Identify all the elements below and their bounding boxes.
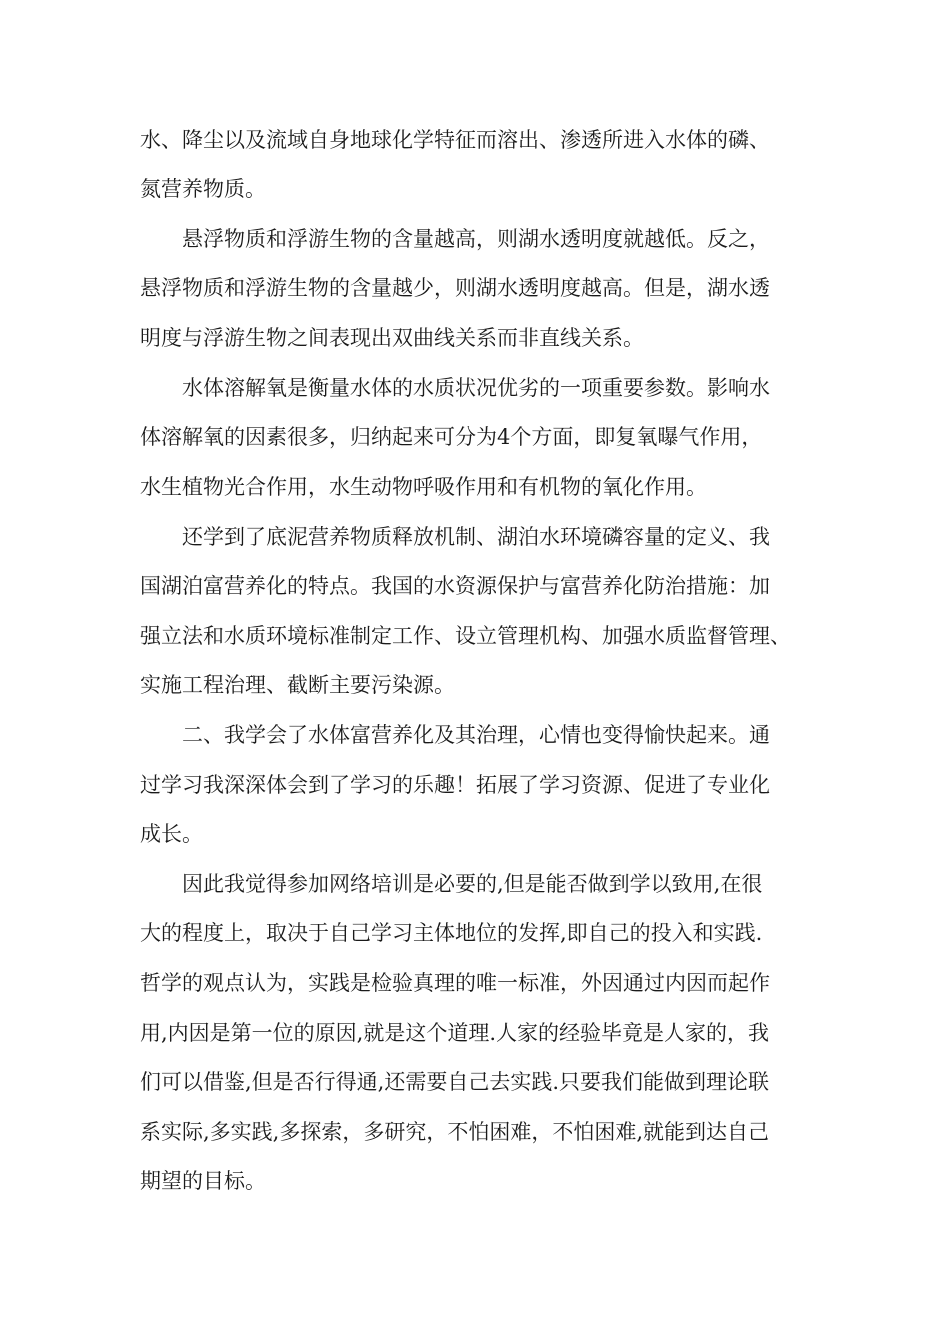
- paragraph-6-line-6: 系实际,多实践,多探索，多研究，不怕困难，不怕困难,就能到达自己: [140, 1120, 770, 1144]
- paragraph-5-line-2: 过学习我深深体会到了学习的乐趣！拓展了学习资源、促进了专业化: [140, 773, 770, 797]
- paragraph-1-line-2: 氮营养物质。: [140, 177, 266, 201]
- paragraph-1-line-1: 水、降尘以及流域自身地球化学特征而溶出、渗透所进入水体的磷、: [140, 128, 770, 152]
- paragraph-2-line-1: 悬浮物质和浮游生物的含量越高，则湖水透明度就越低。反之，: [182, 227, 770, 251]
- paragraph-6-line-1: 因此我觉得参加网络培训是必要的,但是能否做到学以致用,在很: [182, 872, 763, 896]
- paragraph-6-line-5: 们可以借鉴,但是否行得通,还需要自己去实践.只要我们能做到理论联: [140, 1070, 770, 1094]
- paragraph-6-line-7: 期望的目标。: [140, 1169, 266, 1193]
- paragraph-2-line-2: 悬浮物质和浮游生物的含量越少，则湖水透明度越高。但是，湖水透: [140, 276, 770, 300]
- paragraph-3-line-2: 体溶解氧的因素很多，归纳起来可分为4个方面，即复氧曝气作用，: [140, 425, 763, 449]
- paragraph-6-line-2: 大的程度上，取决于自己学习主体地位的发挥,即自己的投入和实践.: [140, 921, 763, 945]
- paragraph-4-line-2: 国湖泊富营养化的特点。我国的水资源保护与富营养化防治措施：加: [140, 574, 770, 598]
- paragraph-6-line-4: 用,内因是第一位的原因,就是这个道理.人家的经验毕竟是人家的，我: [140, 1021, 770, 1045]
- paragraph-4-line-4: 实施工程治理、截断主要污染源。: [140, 673, 455, 697]
- paragraph-4-line-1: 还学到了底泥营养物质释放机制、湖泊水环境磷容量的定义、我: [182, 525, 770, 549]
- paragraph-2-line-3: 明度与浮游生物之间表现出双曲线关系而非直线关系。: [140, 326, 644, 350]
- paragraph-4-line-3: 强立法和水质环境标准制定工作、设立管理机构、加强水质监督管理、: [140, 624, 791, 648]
- paragraph-5-line-1: 二、我学会了水体富营养化及其治理，心情也变得愉快起来。通: [182, 723, 770, 747]
- paragraph-3-line-1: 水体溶解氧是衡量水体的水质状况优劣的一项重要参数。影响水: [182, 376, 770, 400]
- paragraph-3-line-3: 水生植物光合作用，水生动物呼吸作用和有机物的氧化作用。: [140, 475, 707, 499]
- paragraph-5-line-3: 成长。: [140, 822, 203, 846]
- paragraph-6-line-3: 哲学的观点认为，实践是检验真理的唯一标准，外因通过内因而起作: [140, 971, 770, 995]
